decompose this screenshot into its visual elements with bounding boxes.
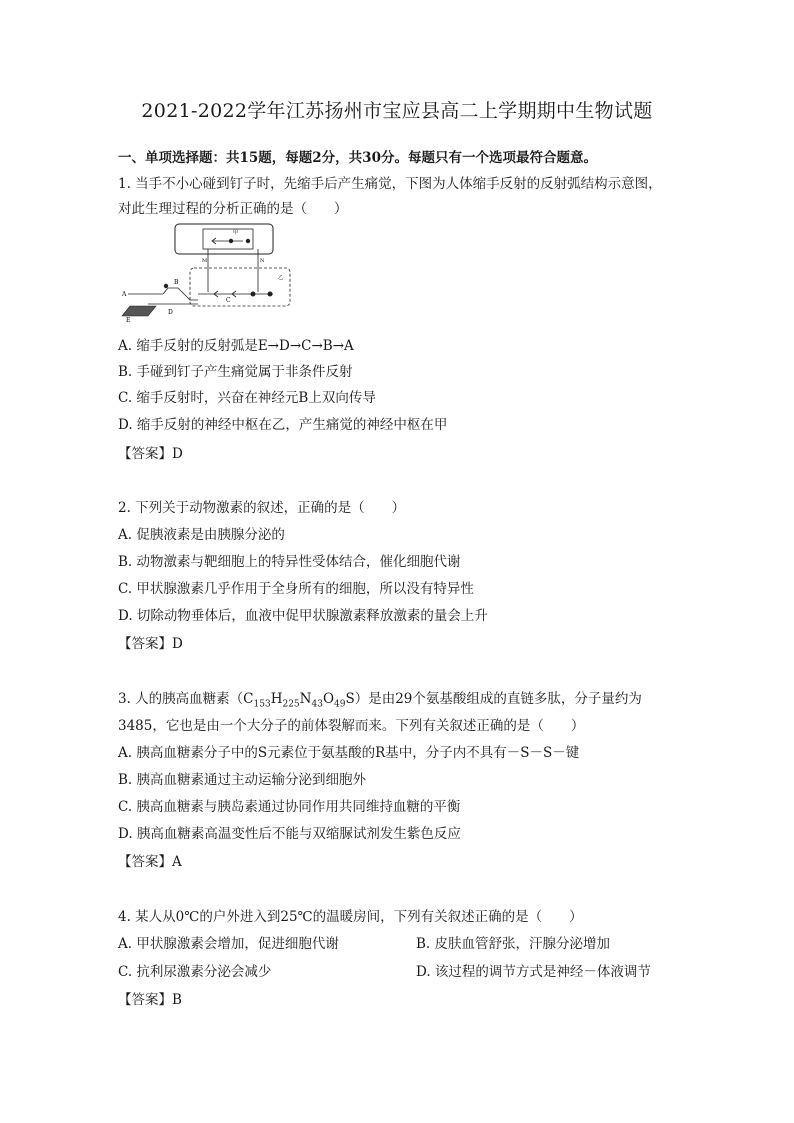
label-E: E <box>126 317 131 322</box>
q1-stem-line1: 1. 当手不小心碰到钉子时，先缩手后产生痛觉，下图为人体缩手反射的反射弧结构示意图， <box>118 176 662 192</box>
q2-answer: 【答案】D <box>118 636 183 652</box>
q2-stem: 2. 下列关于动物激素的叙述，正确的是（ ） <box>118 500 406 516</box>
spinal-cord-box <box>190 268 290 306</box>
q2-option-a: A. 促胰液素是由胰腺分泌的 <box>118 527 285 543</box>
q3-option-c: C. 胰高血糖素与胰岛素通过协同作用共同维持血糖的平衡 <box>118 799 461 815</box>
q3-stem-line2: 3485，它也是由一个大分子的前体裂解而来。下列有关叙述正确的是（ ） <box>118 718 585 734</box>
q3-answer: 【答案】A <box>118 854 182 870</box>
q4-option-d: D. 该过程的调节方式是神经－体液调节 <box>416 964 651 980</box>
q1-option-d: D. 缩手反射的神经中枢在乙，产生痛觉的神经中枢在甲 <box>118 417 448 433</box>
q3-option-b: B. 胰高血糖素通过主动运输分泌到细胞外 <box>118 772 367 788</box>
q1-answer: 【答案】D <box>118 446 183 462</box>
q4-option-c: C. 抗利尿激素分泌会减少 <box>118 964 272 980</box>
q1-option-a: A. 缩手反射的反射弧是E→D→C→B→A <box>118 338 354 354</box>
section-heading: 一、单项选择题：共15题，每题2分，共30分。每题只有一个选项最符合题意。 <box>118 150 597 166</box>
label-yi: 乙 <box>278 275 284 281</box>
q1-stem-line2: 对此生理过程的分析正确的是（ ） <box>118 201 348 217</box>
q4-stem: 4. 某人从0℃的户外进入到25℃的温暖房间，下列有关叙述正确的是（ ） <box>118 909 583 925</box>
receptor-skin <box>122 306 156 316</box>
q4-answer: 【答案】B <box>118 992 182 1008</box>
q4-option-a: A. 甲状腺激素会增加，促进细胞代谢 <box>118 936 339 952</box>
q2-option-c: C. 甲状腺激素几乎作用于全身所有的细胞，所以没有特异性 <box>118 581 474 597</box>
brain-inner-box <box>203 229 253 249</box>
label-M: M <box>202 258 208 264</box>
q2-option-b: B. 动物激素与靶细胞上的特异性受体结合，催化细胞代谢 <box>118 554 461 570</box>
q3-option-d: D. 胰高血糖素高温变性后不能与双缩脲试剂发生紫色反应 <box>118 826 461 842</box>
label-B: B <box>174 279 179 286</box>
label-jia: 甲 <box>233 230 239 236</box>
label-N: N <box>260 258 265 264</box>
q1-option-b: B. 手碰到钉子产生痛觉属于非条件反射 <box>118 364 353 380</box>
page-title: 2021-2022学年江苏扬州市宝应县高二上学期期中生物试题 <box>141 100 653 122</box>
reflex-arc-diagram <box>118 222 298 322</box>
label-D: D <box>168 309 173 316</box>
q3-option-a: A. 胰高血糖素分子中的S元素位于氨基酸的R基中，分子内不具有－S－S－键 <box>118 745 580 761</box>
label-C: C <box>226 297 231 304</box>
q4-option-b: B. 皮肤血管舒张，汗腺分泌增加 <box>416 936 611 952</box>
label-A: A <box>122 291 127 298</box>
q2-option-d: D. 切除动物垂体后，血液中促甲状腺激素释放激素的量会上升 <box>118 608 488 624</box>
q3-stem-line1: 3. 人的胰高血糖素$(C_{153}H_{225}N_{43}O_{49}S)$是由29个氨基酸组成的直链多肽，分子量约为 <box>118 691 642 710</box>
q1-option-c: C. 缩手反射时，兴奋在神经元B上双向传导 <box>118 390 376 406</box>
